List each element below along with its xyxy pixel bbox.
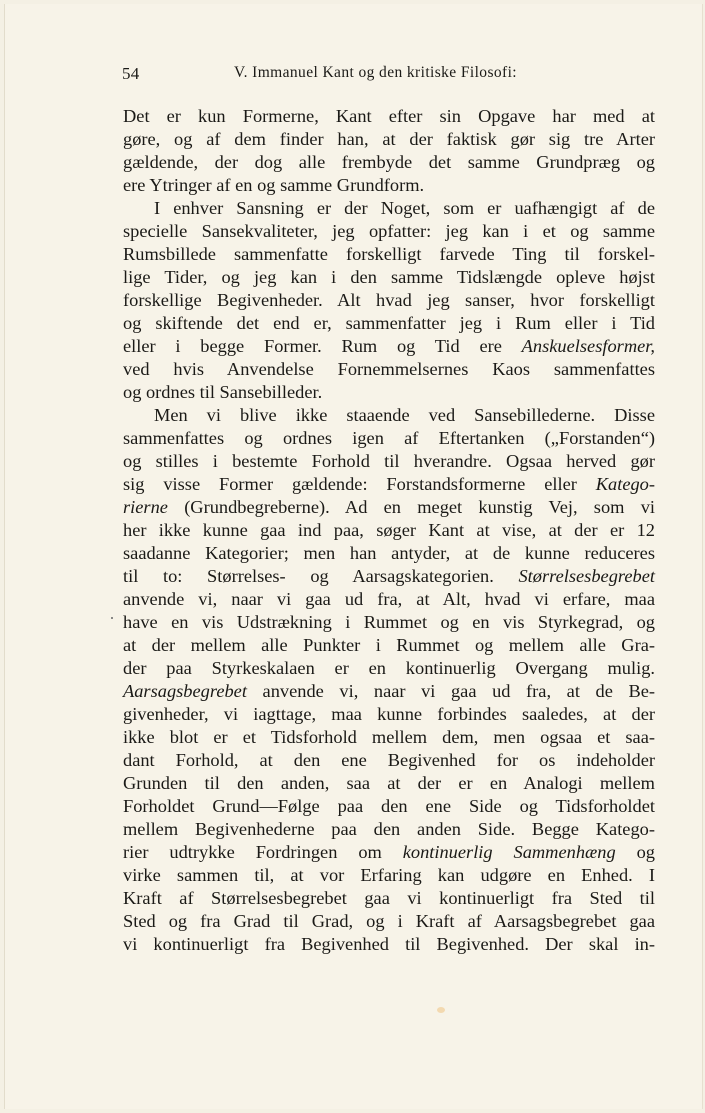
margin-mark: [111, 617, 113, 619]
text-line: [123, 105, 655, 128]
text-segment: at der mellem alle Punkter i Rummet og mellem alle Gra-: [123, 635, 655, 655]
text-segment: eller i begge Former. Rum og Tid ere: [123, 336, 522, 356]
text-segment: og ordnes til Sansebilleder.: [123, 382, 323, 402]
text-line: [123, 496, 655, 519]
text-segment: I enhver Sansning er der Noget, som er uafhængigt af de: [154, 198, 655, 218]
text-segment: virke sammen til, at vor Erfaring kan udgøre en Enhed. I: [123, 865, 655, 885]
text-line: [123, 151, 655, 174]
text-line: [123, 312, 655, 335]
text-line: [123, 542, 655, 565]
text-line: [123, 634, 655, 657]
text-line: [123, 404, 655, 427]
text-segment: mellem Begivenhederne paa den anden Side. Begge Katego-: [123, 819, 655, 839]
page-header: [122, 64, 652, 90]
text-segment: have en vis Udstrækning i Rummet og en vis Styrkegrad, og: [123, 612, 655, 632]
text-segment: ved hvis Anvendelse Fornemmelsernes Kaos sammenfattes: [123, 359, 655, 379]
italic-term: Anskuelsesformer,: [521, 336, 655, 356]
text-line: [123, 680, 655, 703]
text-line: [123, 795, 655, 818]
body-text: [123, 105, 655, 956]
text-segment: anvende vi, naar vi gaa ud fra, at Alt, hvad vi erfare, maa: [123, 589, 655, 609]
text-line: [123, 864, 655, 887]
text-line: [123, 657, 655, 680]
text-line: [123, 703, 655, 726]
text-line: [123, 611, 655, 634]
text-line: [123, 289, 655, 312]
text-line: [123, 266, 655, 289]
text-line: [123, 174, 655, 197]
text-segment: og stilles i bestemte Forhold til hverandre. Ogsaa herved gør: [123, 451, 655, 471]
text-line: [123, 726, 655, 749]
text-segment: (Grundbegreberne). Ad en meget kunstig Vej, som vi: [167, 497, 655, 517]
text-line: [123, 197, 655, 220]
text-segment: lige Tider, og jeg kan i den samme Tidslængde opleve højst: [123, 267, 655, 287]
text-line: [123, 450, 655, 473]
text-segment: sammenfattes og ordnes igen af Eftertanken („Forstanden“): [123, 428, 655, 448]
text-line: [123, 243, 655, 266]
text-segment: til to: Størrelses- og Aarsagskategorien.: [123, 566, 519, 586]
text-line: [123, 565, 655, 588]
text-segment: Kraft af Størrelsesbegrebet gaa vi kontinuerligt fra Sted til: [123, 888, 655, 908]
text-segment: der paa Styrkeskalaen er en kontinuerlig Overgang mulig.: [123, 658, 655, 678]
text-segment: gøre, og af dem finder han, at der faktisk gør sig tre Arter: [123, 129, 655, 149]
text-segment: Forholdet Grund—Følge paa den ene Side og Tidsforholdet: [123, 796, 655, 816]
text-segment: vi kontinuerligt fra Begivenhed til Begivenhed. Der skal in-: [123, 934, 655, 954]
text-line: [123, 772, 655, 795]
italic-term: Katego-: [595, 474, 655, 494]
italic-term: Størrelsesbegrebet: [518, 566, 655, 586]
text-line: [123, 220, 655, 243]
text-line: [123, 473, 655, 496]
text-line: [123, 818, 655, 841]
text-segment: specielle Sansekvaliteter, jeg opfatter: jeg kan i et og samme: [123, 221, 655, 241]
text-segment: anvende vi, naar vi gaa ud fra, at de Be-: [246, 681, 655, 701]
text-segment: gældende, der dog alle frembyde det samme Grundpræg og: [123, 152, 655, 172]
text-segment: Det er kun Formerne, Kant efter sin Opgave har med at: [123, 106, 655, 126]
text-segment: Grunden til den anden, saa at der er en Analogi mellem: [123, 773, 655, 793]
text-line: [123, 887, 655, 910]
text-segment: her ikke kunne gaa ind paa, søger Kant at vise, at der er 12: [123, 520, 655, 540]
text-segment: og skiftende det end er, sammenfatter jeg i Rum eller i Tid: [123, 313, 655, 333]
text-line: [123, 427, 655, 450]
text-segment: sig visse Former gældende: Forstandsformerne eller: [123, 474, 596, 494]
text-line: [123, 933, 655, 956]
text-line: [123, 588, 655, 611]
text-segment: Men vi blive ikke staaende ved Sansebillederne. Disse: [154, 405, 655, 425]
italic-term: Aarsagsbegrebet: [123, 681, 247, 701]
text-segment: forskellige Begivenheder. Alt hvad jeg sanser, hvor forskelligt: [123, 290, 655, 310]
text-segment: og: [615, 842, 655, 862]
text-segment: ikke blot er et Tidsforhold mellem dem, men ogsaa et saa-: [123, 727, 655, 747]
text-line: [123, 128, 655, 151]
text-segment: Rumsbillede sammenfatte forskelligt farvede Ting til forskel-: [123, 244, 655, 264]
text-line: [123, 335, 655, 358]
text-segment: saadanne Kategorier; men han antyder, at de kunne reduceres: [123, 543, 655, 563]
text-line: [123, 749, 655, 772]
italic-term: kontinuerlig Sammenhæng: [402, 842, 616, 862]
text-line: [123, 358, 655, 381]
paper-stain: [437, 1007, 445, 1013]
text-line: [123, 519, 655, 542]
text-line: [123, 841, 655, 864]
text-segment: ere Ytringer af en og samme Grundform.: [123, 175, 425, 195]
italic-term: rierne: [123, 497, 168, 517]
text-segment: dant Forhold, at den ene Begivenhed for os indeholder: [123, 750, 655, 770]
running-head: V. Immanuel Kant og den kritiske Filosofi:: [234, 64, 518, 81]
page-number: 54: [122, 64, 140, 83]
text-segment: givenheder, vi iagttage, maa kunne forbindes saaledes, at der: [123, 704, 655, 724]
book-page: [4, 4, 703, 1109]
text-line: [123, 381, 655, 404]
text-line: [123, 910, 655, 933]
text-segment: rier udtrykke Fordringen om: [123, 842, 403, 862]
text-segment: Sted og fra Grad til Grad, og i Kraft af Aarsagsbegrebet gaa: [123, 911, 655, 931]
